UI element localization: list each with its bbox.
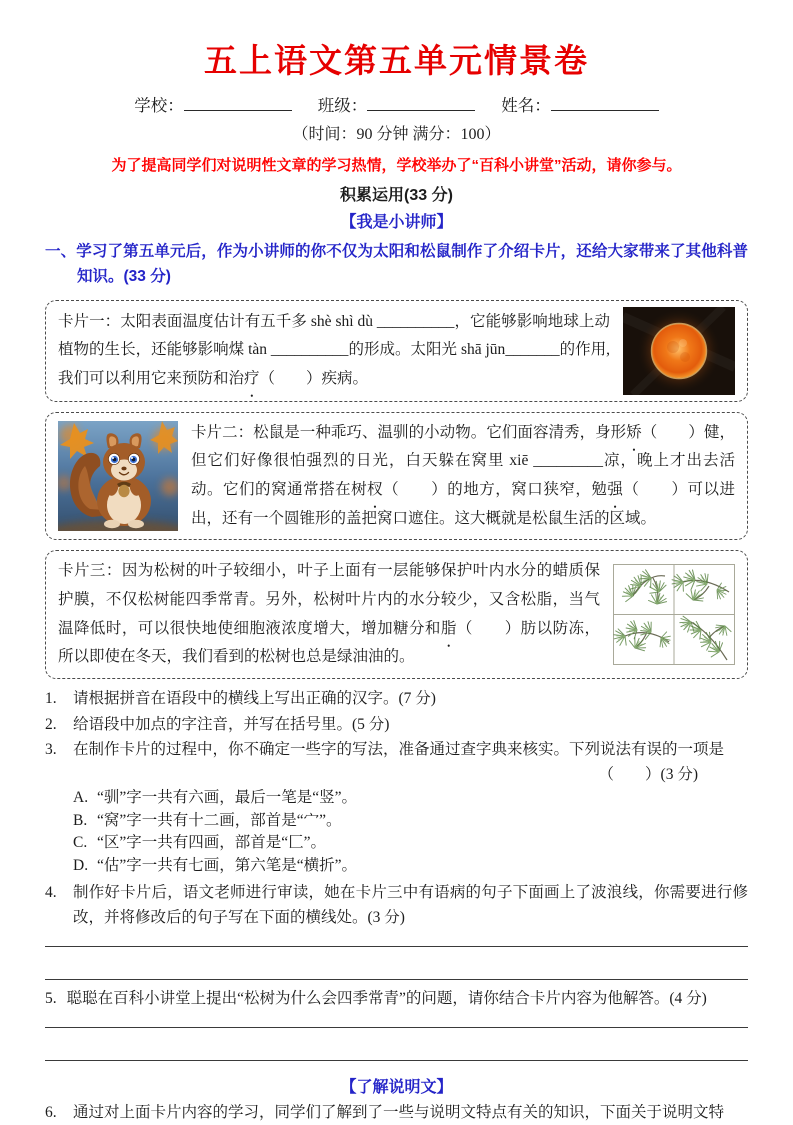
option-label: D. [73, 856, 89, 874]
card-text-segment: 的作用,我们可以利用它来预防和治 [58, 341, 611, 387]
card-text-segment: （ ）疾病。 [259, 369, 369, 387]
school-blank-line [184, 96, 292, 111]
question-text: 制作好卡片后，语文老师进行审读，她在卡片三中有语病的句子下面画上了波浪线，你需要进行修改，并将修改后的句子写在下面的横线处。(3 分) [73, 884, 748, 926]
card-text-segment: 卡片三：因为松树的叶子较细小，叶子上面有一层能够保护叶内水分的蜡质保护膜，不仅松树能四季常青。另外，松树叶片内的水分较少，又含松脂，当气温降低时，可以很快地使细胞液浓度增大，增加糖分和 [58, 562, 600, 637]
card-text-segment: （ ）的地方，窝口狭窄，勉 [382, 480, 608, 498]
card-1-sun [45, 300, 748, 402]
question-number: 6. [45, 1103, 57, 1121]
card-text-segment: 凉，晚上才出去活动。它们的窝通常搭在树 [191, 452, 735, 498]
sun-photo [623, 307, 735, 395]
class-label: 班级： [317, 96, 368, 116]
option-text: “区”字一共有四画，部首是“匚”。 [97, 834, 327, 852]
class-field [318, 92, 476, 116]
card-2-text [191, 419, 735, 534]
card-1-text [58, 308, 610, 394]
pine-branches-photo [613, 564, 735, 665]
question-number: 4. [45, 884, 57, 902]
name-label: 姓名： [501, 96, 551, 116]
student-info-row [45, 92, 748, 116]
page-title: 五上语文第五单元情景卷 [204, 44, 589, 80]
question-6 [45, 1101, 748, 1125]
question-one-intro: 一、学习了第五单元后，作为小讲师的你不仅为太阳和松鼠制作了介绍卡片，还给大家带来了其他科普知识。(33 分) [45, 243, 748, 286]
dotted-char: 杈 [367, 480, 383, 498]
pinyin-blank: __________ [376, 312, 455, 330]
name-blank-line [551, 96, 659, 111]
question-1 [45, 687, 748, 712]
pinyin-blank: _______ [505, 341, 560, 359]
question-2 [45, 713, 748, 738]
question-number: 1. [45, 689, 57, 707]
card-text-segment: 卡片二：松鼠是一种乖巧、温驯的小动物。它们面容清秀，身形 [191, 423, 627, 441]
pinyin-blank: __________ [270, 341, 349, 359]
name-field [501, 92, 659, 116]
card-text-segment: （ ）健，但它们好像很怕强烈的日光，白天躲在窝里 xiē [191, 423, 735, 470]
card-2-squirrel [45, 412, 748, 541]
section-speaker-title: 【我是小讲师】 [340, 214, 453, 232]
question-3-answer-slot: （ ）(3 分) [598, 766, 698, 784]
question-4 [45, 881, 748, 931]
answer-line [45, 947, 748, 980]
section-expository-title: 【了解说明文】 [340, 1078, 453, 1096]
question-number: 2. [45, 715, 57, 733]
question-text: 在制作卡片的过程中，你不确定一些字的写法，准备通过查字典来核实。下列说法有误的一项是 [73, 741, 725, 759]
question-6-wrap [45, 1101, 748, 1125]
school-field [134, 92, 292, 116]
class-blank-line [367, 96, 475, 111]
time-score-line: （时间：90 分钟 满分：100） [292, 126, 501, 144]
section-accumulate-title: 积累运用(33 分) [340, 187, 453, 205]
questions-list [45, 687, 748, 1061]
card-text-segment: （ ）可以进出，还有一个圆锥形的盖把窝口遮住。这大概就是松鼠生活的区域。 [191, 480, 735, 527]
activity-notice: 为了提高同学们对说明性文章的学习热情，学校举办了“百科小讲堂”活动，请你参与。 [111, 157, 682, 175]
card-text-segment: ，它能够影响地球上动植物的生长，还能够影响煤 tàn [58, 312, 610, 359]
card-text-segment: 的形成。太阳光 shā jūn [348, 341, 506, 359]
dotted-char: 疗 [244, 369, 260, 387]
question-3-option-b [73, 810, 748, 832]
dotted-char: 强 [607, 480, 623, 498]
answer-line [45, 1028, 748, 1061]
option-label: A. [73, 789, 89, 807]
card-text-segment: 卡片一：太阳表面温度估计有五千多 shè shì dù [58, 312, 377, 330]
card-text-segment: （ ）肪以防冻，所以即使在冬天，我们看到的松树也总是绿油油的。 [58, 619, 600, 666]
question-3 [45, 738, 748, 763]
question-3-option-d [73, 855, 748, 877]
pinyin-blank: _________ [533, 452, 603, 470]
answer-line [45, 1012, 748, 1028]
option-label: B. [73, 811, 88, 829]
question-text: 请根据拼音在语段中的横线上写出正确的汉字。(7 分) [73, 689, 436, 707]
option-label: C. [73, 834, 88, 852]
option-text: “窝”字一共有十二画，部首是“宀”。 [97, 811, 342, 829]
question-text: 给语段中加点的字注音，并写在括号里。(5 分) [73, 715, 390, 733]
option-text: “驯”字一共有六画，最后一笔是“竖”。 [97, 789, 358, 807]
question-3-option-a [73, 787, 748, 809]
dotted-char: 脂 [440, 619, 457, 637]
squirrel-photo [58, 421, 178, 531]
question-number: 5. [45, 989, 57, 1007]
school-label: 学校： [134, 96, 184, 116]
question-text: 聪聪在百科小讲堂上提出“松树为什么会四季常青”的问题，请你结合卡片内容为他解答。(4 分) [66, 989, 707, 1007]
dotted-char: 矫 [626, 423, 642, 441]
card-3-pine [45, 550, 748, 679]
question-5 [45, 987, 748, 1012]
option-text: “估”字一共有七画，第六笔是“横折”。 [97, 856, 358, 874]
card-3-text [58, 557, 600, 672]
question-text: 通过对上面卡片内容的学习，同学们了解到了一些与说明文特点有关的知识，下面关于说明文特 [73, 1103, 725, 1121]
question-3-option-c [73, 832, 748, 854]
question-number: 3. [45, 741, 57, 759]
answer-line [45, 931, 748, 947]
